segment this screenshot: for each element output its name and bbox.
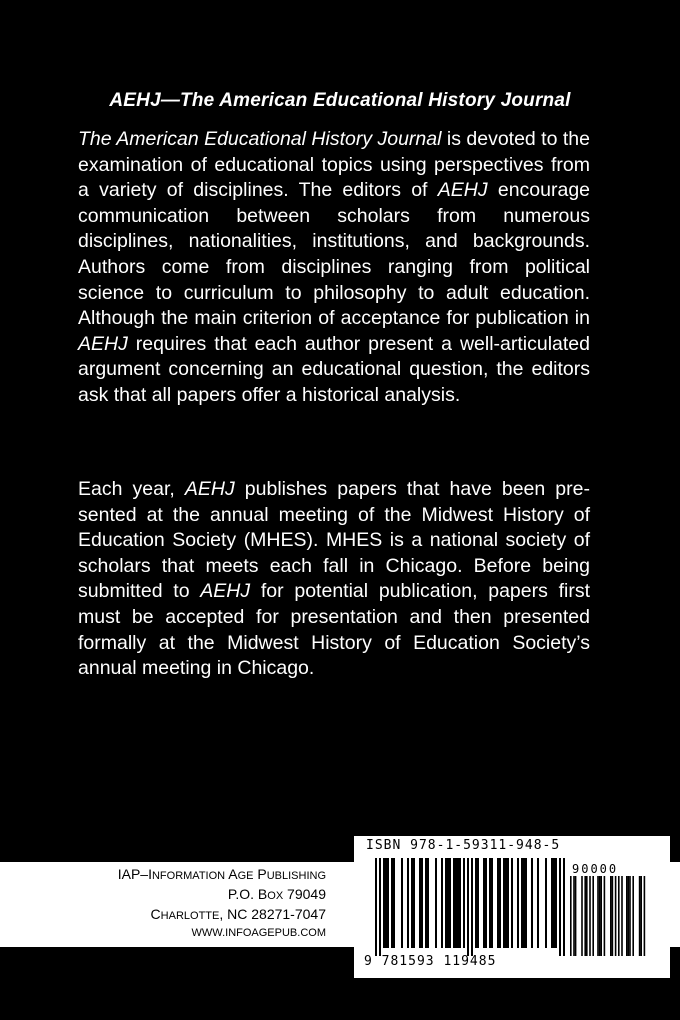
barcode-bar bbox=[597, 876, 599, 956]
barcode-bar bbox=[563, 858, 565, 956]
journal-abbrev-italic: AEHJ bbox=[184, 478, 235, 500]
barcode-bar bbox=[629, 876, 631, 956]
barcode-bar bbox=[425, 858, 427, 948]
barcode-bar bbox=[411, 858, 413, 948]
barcode-bar bbox=[483, 858, 485, 948]
barcode-bar bbox=[427, 858, 429, 948]
barcode-bar bbox=[632, 876, 634, 956]
barcode-bar bbox=[385, 858, 387, 948]
barcode-bar bbox=[523, 858, 525, 948]
barcode-bar bbox=[537, 858, 539, 948]
publisher-url: WWW.INFOAGEPUB.COM bbox=[191, 927, 326, 939]
barcode-bar bbox=[525, 858, 527, 948]
isbn-label: ISBN 978-1-59311-948-5 bbox=[366, 838, 561, 853]
publisher-info bbox=[26, 865, 326, 941]
barcode-bar bbox=[584, 876, 586, 956]
barcode-bar bbox=[459, 858, 461, 948]
barcode-bar bbox=[505, 858, 507, 948]
journal-abbrev-italic: AEHJ bbox=[78, 332, 128, 355]
journal-abbrev-italic: AEHJ bbox=[437, 179, 488, 202]
barcode-bar bbox=[467, 858, 469, 956]
barcode-bar bbox=[626, 876, 628, 956]
barcode-bar bbox=[387, 858, 389, 948]
barcode-bar bbox=[618, 876, 620, 956]
barcode-bar bbox=[491, 858, 493, 948]
barcode-bar bbox=[449, 858, 451, 948]
barcode-bar bbox=[447, 858, 449, 948]
barcode-bar bbox=[379, 858, 381, 956]
barcode-bar bbox=[375, 858, 377, 956]
barcode-bar bbox=[559, 858, 561, 956]
barcode-bar bbox=[419, 858, 421, 948]
barcode-bar bbox=[393, 858, 395, 948]
addon-barcode bbox=[570, 876, 660, 956]
barcode-bar bbox=[463, 858, 465, 948]
barcode-bar bbox=[457, 858, 459, 948]
barcode-bar bbox=[521, 858, 523, 948]
ean13-barcode bbox=[375, 858, 565, 956]
barcode-bar bbox=[511, 858, 513, 948]
barcode-bar bbox=[421, 858, 423, 948]
barcode-bar bbox=[499, 858, 501, 948]
barcode-bar bbox=[639, 876, 641, 956]
barcode-bar bbox=[471, 858, 473, 956]
description-paragraph-1 bbox=[78, 127, 590, 409]
publisher-city: CHARLOTTE, NC 28271-7047 bbox=[150, 906, 326, 922]
barcode-bar bbox=[517, 858, 519, 948]
barcode-bar bbox=[383, 858, 385, 948]
barcode-bar bbox=[435, 858, 437, 948]
description-paragraph-2 bbox=[78, 477, 590, 682]
barcode-bar bbox=[600, 876, 602, 956]
barcode-bar bbox=[621, 876, 623, 956]
barcode-bar bbox=[453, 858, 455, 948]
barcode-bar bbox=[531, 858, 533, 948]
barcode-bar bbox=[475, 858, 477, 948]
paragraph-text: is devoted to the examination of educational topics using perspectives from a variety of disciplines. The editors of bbox=[78, 128, 590, 202]
ean-number: 9 781593 119485 bbox=[364, 954, 497, 969]
barcode-bar bbox=[570, 876, 572, 956]
barcode-bar bbox=[413, 858, 415, 948]
barcode-bar bbox=[401, 858, 403, 948]
barcode-bar bbox=[589, 876, 591, 956]
barcode-bar bbox=[592, 876, 594, 956]
barcode-bar bbox=[489, 858, 491, 948]
barcode-bar bbox=[615, 876, 617, 956]
barcode-bar bbox=[551, 858, 553, 948]
barcode-bar bbox=[581, 876, 583, 956]
isbn-barcode-box bbox=[354, 836, 670, 978]
paragraph-text: publishes papers that have been presented at the annual meeting of the Midwest History of Education Society (MHES). MHES is a national society of scholars that meets each fall in Chicago. Before being submitted to bbox=[78, 478, 590, 603]
journal-name-italic: The American Educational History Journal bbox=[78, 128, 442, 150]
barcode-bar bbox=[445, 858, 447, 948]
barcode-bar bbox=[553, 858, 555, 948]
barcode-bar bbox=[573, 876, 575, 956]
barcode-bar bbox=[640, 876, 642, 956]
barcode-bar bbox=[407, 858, 409, 948]
barcode-bar bbox=[612, 876, 614, 956]
barcode-bar bbox=[503, 858, 505, 948]
journal-abbrev-italic: AEHJ bbox=[200, 580, 251, 603]
barcode-bar bbox=[507, 858, 509, 948]
barcode-bar bbox=[497, 858, 499, 948]
barcode-bar bbox=[628, 876, 630, 956]
barcode-bar bbox=[441, 858, 443, 948]
barcode-bar bbox=[575, 876, 577, 956]
publisher-po-box: P.O. BOX 79049 bbox=[227, 886, 326, 902]
barcode-bar bbox=[391, 858, 393, 948]
paragraph-text: requires that each author present a well-articulated argument concerning an educational question, the editors ask that all papers offer a historical analysis. bbox=[78, 332, 590, 406]
barcode-bar bbox=[599, 876, 601, 956]
barcode-bar bbox=[586, 876, 588, 956]
journal-title: AEHJ—The American Educational History Journal bbox=[109, 90, 571, 111]
barcode-bar bbox=[545, 858, 547, 948]
barcode-bar bbox=[610, 876, 612, 956]
barcode-bar bbox=[455, 858, 457, 948]
barcode-bar bbox=[644, 876, 646, 956]
paragraph-text: encourage communication between scholars from numerous disciplines, nationalities, institutions, and backgrounds. Authors come from disciplines ranging from political science to curriculum to philosophy to adult education. Although the main criterion of acceptance for publication in bbox=[78, 179, 591, 330]
addon-number: 90000 bbox=[572, 862, 619, 876]
barcode-bar bbox=[477, 858, 479, 948]
paragraph-text: for potential publication, papers first must be accepted for presentation and then presented formally at the Midwest History of Education Society’s annual meeting in Chicago. bbox=[78, 580, 590, 680]
paragraph-text: Each year, bbox=[78, 478, 185, 500]
barcode-bar bbox=[604, 876, 606, 956]
barcode-bar bbox=[485, 858, 487, 948]
barcode-bar bbox=[555, 858, 557, 948]
publisher-name: IAP–INFORMATION AGE PUBLISHING bbox=[117, 866, 326, 882]
